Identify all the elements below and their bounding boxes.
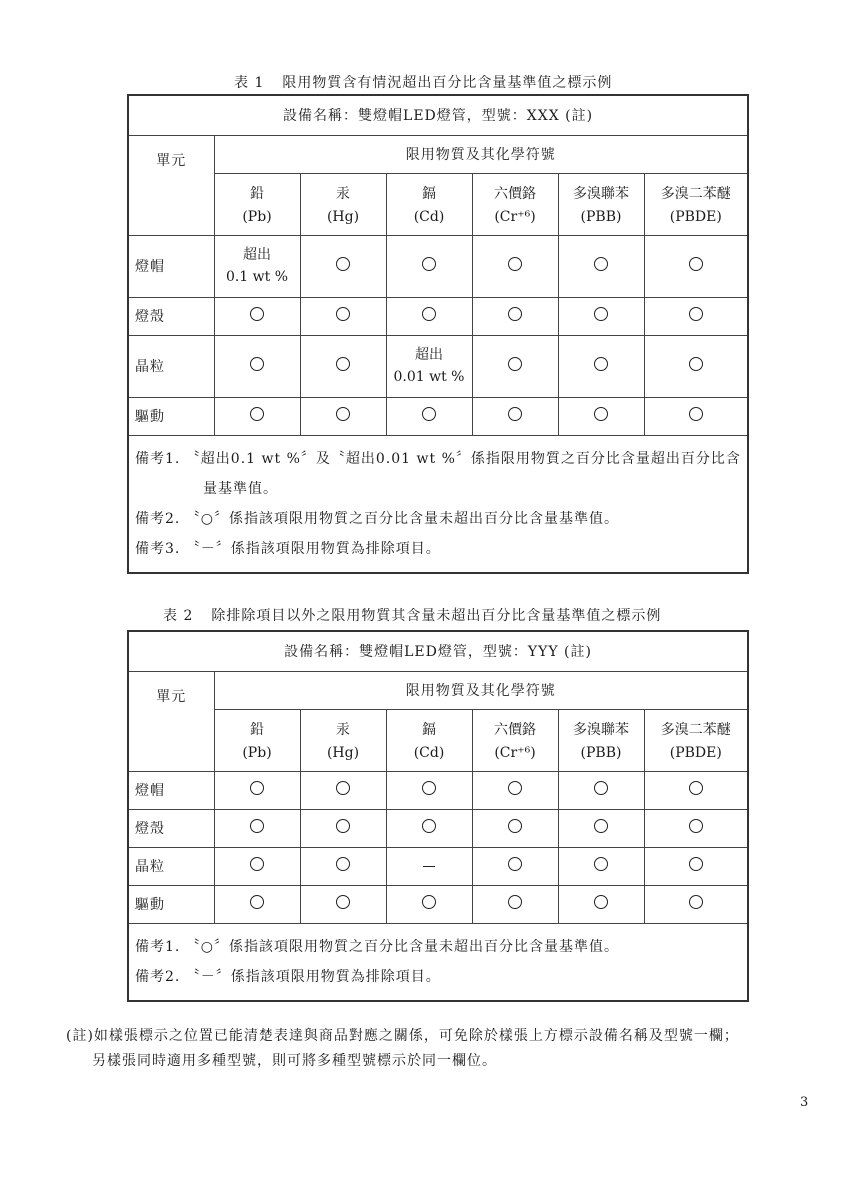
table2 <box>127 630 749 1002</box>
status-cell <box>300 297 386 335</box>
table-row <box>128 335 748 397</box>
table2-substance-cr6: 六價鉻 (Cr⁺⁶) <box>472 709 558 771</box>
row-unit-label: 驅動 <box>128 885 214 923</box>
table2-substance-hg: 汞 (Hg) <box>300 709 386 771</box>
status-cell <box>386 771 472 809</box>
status-cell <box>644 397 748 435</box>
circle-icon <box>336 357 350 371</box>
status-cell <box>558 335 644 397</box>
table-row <box>128 397 748 435</box>
circle-icon <box>689 307 703 321</box>
circle-icon <box>689 407 703 421</box>
status-cell <box>300 335 386 397</box>
circle-icon <box>508 257 522 271</box>
table-row <box>128 885 748 923</box>
circle-icon <box>689 895 703 909</box>
table1-caption <box>234 72 612 92</box>
status-cell <box>472 235 558 297</box>
row-unit-label: 燈殼 <box>128 297 214 335</box>
footnote-line-1: (註)如樣張標示之位置已能清楚表達與商品對應之關係，可免除於樣張上方標示設備名稱及型號一欄； <box>66 1028 739 1044</box>
circle-icon <box>689 857 703 871</box>
status-cell <box>386 297 472 335</box>
table1-unit-header: 單元 <box>128 135 214 235</box>
table2-note-2: 備考2. 〝－〞係指該項限用物質為排除項目。 <box>135 968 441 985</box>
circle-icon <box>336 407 350 421</box>
table2-caption <box>163 605 661 625</box>
circle-icon <box>422 257 436 271</box>
table-row <box>128 235 748 297</box>
table1-notes <box>128 435 748 573</box>
table-row <box>128 297 748 335</box>
row-unit-label: 燈殼 <box>128 809 214 847</box>
circle-icon <box>508 857 522 871</box>
status-cell <box>472 335 558 397</box>
status-cell <box>214 885 300 923</box>
status-cell <box>386 397 472 435</box>
status-cell <box>644 235 748 297</box>
status-cell <box>214 847 300 885</box>
table2-substance-cd: 鎘 (Cd) <box>386 709 472 771</box>
status-cell <box>644 809 748 847</box>
status-cell <box>644 297 748 335</box>
table1-note-1: 備考1. 〝超出0.1 wt %〞及〝超出0.01 wt %〞係指限用物質之百分比含量超出百分比含 <box>135 450 741 467</box>
footnote <box>66 1024 739 1074</box>
circle-icon <box>336 257 350 271</box>
circle-icon <box>250 857 264 871</box>
circle-icon <box>689 357 703 371</box>
table1-substance-group-header: 限用物質及其化學符號 <box>214 135 748 173</box>
circle-icon <box>508 781 522 795</box>
circle-icon <box>689 257 703 271</box>
circle-icon <box>508 307 522 321</box>
table2-caption-text: 除排除項目以外之限用物質其含量未超出百分比含量基準值之標示例 <box>211 608 662 624</box>
table1-caption-text: 限用物質含有情況超出百分比含量基準值之標示例 <box>282 75 613 91</box>
table2-unit-header: 單元 <box>128 671 214 771</box>
status-cell <box>472 847 558 885</box>
status-cell <box>300 885 386 923</box>
status-cell <box>214 335 300 397</box>
status-cell <box>386 235 472 297</box>
circle-icon <box>508 357 522 371</box>
circle-icon <box>336 781 350 795</box>
table1 <box>127 94 749 574</box>
table-row <box>128 847 748 885</box>
status-cell <box>386 809 472 847</box>
circle-icon <box>250 781 264 795</box>
circle-icon <box>422 819 436 833</box>
status-cell <box>214 297 300 335</box>
status-cell <box>644 885 748 923</box>
circle-icon <box>594 857 608 871</box>
status-cell <box>644 335 748 397</box>
circle-icon <box>250 307 264 321</box>
circle-icon <box>508 895 522 909</box>
status-cell <box>472 771 558 809</box>
table2-substance-pb: 鉛 (Pb) <box>214 709 300 771</box>
exceed-label: 超出 0.1 wt % <box>225 247 289 285</box>
status-cell <box>300 847 386 885</box>
table2-equipment-title: 設備名稱：雙燈帽LED燈管，型號：YYY (註) <box>128 631 748 671</box>
circle-icon <box>422 407 436 421</box>
circle-icon <box>250 357 264 371</box>
row-unit-label: 驅動 <box>128 397 214 435</box>
status-cell <box>558 297 644 335</box>
status-cell <box>386 885 472 923</box>
circle-icon <box>594 895 608 909</box>
table2-note-1: 備考1. 〝○〞係指該項限用物質之百分比含量未超出百分比含量基準值。 <box>135 938 620 955</box>
status-cell <box>300 235 386 297</box>
circle-icon <box>250 407 264 421</box>
page-number: 3 <box>800 1095 809 1110</box>
circle-icon <box>508 407 522 421</box>
table1-caption-number: 表 1 <box>234 75 265 91</box>
status-cell <box>472 397 558 435</box>
status-cell <box>214 809 300 847</box>
status-cell <box>386 847 472 885</box>
status-cell <box>558 397 644 435</box>
table2-substance-pbde: 多溴二苯醚 (PBDE) <box>644 709 748 771</box>
circle-icon <box>594 781 608 795</box>
table-row <box>128 809 748 847</box>
status-cell <box>214 397 300 435</box>
table1-substance-pbb: 多溴聯苯 (PBB) <box>558 173 644 235</box>
dash-icon <box>423 866 435 867</box>
row-unit-label: 燈帽 <box>128 235 214 297</box>
status-cell <box>300 771 386 809</box>
exceed-cell <box>386 335 472 397</box>
circle-icon <box>336 819 350 833</box>
status-cell <box>472 885 558 923</box>
table2-notes <box>128 923 748 1001</box>
table2-substance-pbb: 多溴聯苯 (PBB) <box>558 709 644 771</box>
circle-icon <box>689 781 703 795</box>
circle-icon <box>594 819 608 833</box>
table-row <box>128 771 748 809</box>
circle-icon <box>422 895 436 909</box>
status-cell <box>558 235 644 297</box>
table1-substance-hg: 汞 (Hg) <box>300 173 386 235</box>
status-cell <box>644 847 748 885</box>
circle-icon <box>594 407 608 421</box>
status-cell <box>558 885 644 923</box>
circle-icon <box>250 895 264 909</box>
table1-note-1-cont: 量基準值。 <box>203 480 278 497</box>
exceed-cell <box>214 235 300 297</box>
row-unit-label: 燈帽 <box>128 771 214 809</box>
row-unit-label: 晶粒 <box>128 335 214 397</box>
table1-substance-pbde: 多溴二苯醚 (PBDE) <box>644 173 748 235</box>
table2-substance-group-header: 限用物質及其化學符號 <box>214 671 748 709</box>
circle-icon <box>336 857 350 871</box>
table1-note-3: 備考3. 〝－〞係指該項限用物質為排除項目。 <box>135 540 441 557</box>
status-cell <box>558 809 644 847</box>
row-unit-label: 晶粒 <box>128 847 214 885</box>
circle-icon <box>422 781 436 795</box>
circle-icon <box>250 819 264 833</box>
table1-equipment-title: 設備名稱：雙燈帽LED燈管，型號：XXX (註) <box>128 95 748 135</box>
circle-icon <box>336 895 350 909</box>
status-cell <box>472 809 558 847</box>
table1-substance-pb: 鉛 (Pb) <box>214 173 300 235</box>
table2-caption-number: 表 2 <box>163 608 194 624</box>
table1-substance-cd: 鎘 (Cd) <box>386 173 472 235</box>
footnote-line-2: 另樣張同時適用多種型號，則可將多種型號標示於同一欄位。 <box>92 1053 497 1069</box>
status-cell <box>214 771 300 809</box>
exceed-label: 超出 0.01 wt % <box>393 347 465 385</box>
circle-icon <box>594 257 608 271</box>
circle-icon <box>336 307 350 321</box>
status-cell <box>644 771 748 809</box>
table1-substance-cr6: 六價鉻 (Cr⁺⁶) <box>472 173 558 235</box>
table1-note-2: 備考2. 〝○〞係指該項限用物質之百分比含量未超出百分比含量基準值。 <box>135 510 620 527</box>
status-cell <box>472 297 558 335</box>
status-cell <box>558 847 644 885</box>
status-cell <box>300 397 386 435</box>
status-cell <box>300 809 386 847</box>
status-cell <box>558 771 644 809</box>
circle-icon <box>594 357 608 371</box>
circle-icon <box>508 819 522 833</box>
circle-icon <box>689 819 703 833</box>
circle-icon <box>422 307 436 321</box>
circle-icon <box>594 307 608 321</box>
